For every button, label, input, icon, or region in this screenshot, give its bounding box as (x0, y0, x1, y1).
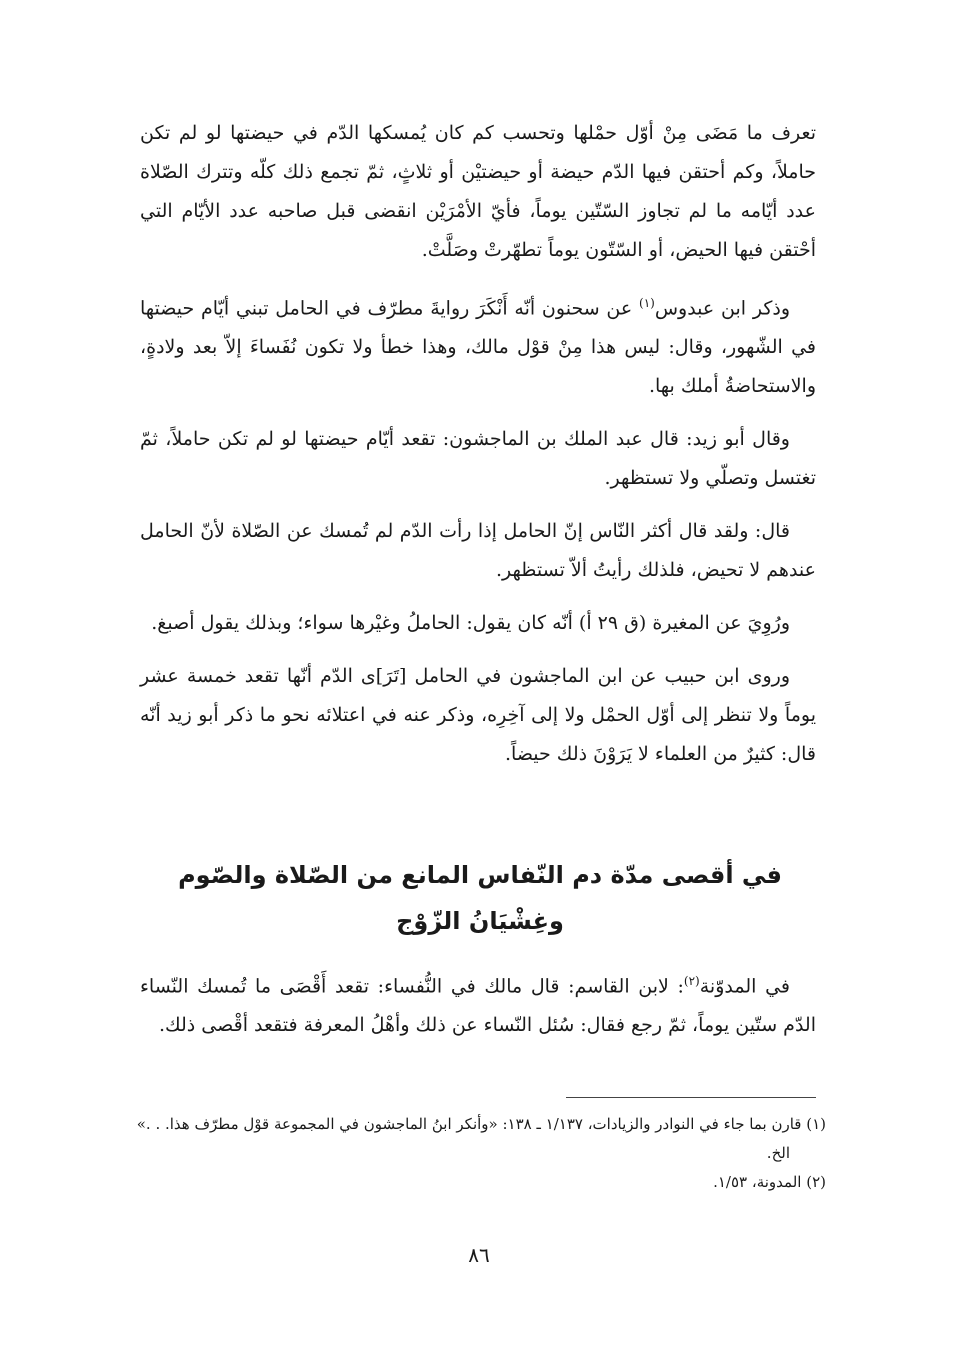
paragraph-1: تعرف ما مَضَى مِنْ أوّل حمْلها وتحسب كم كان يُمسكها الدّم في حيضتها لو لم تكن حاملاً، وكم أحتقن فيها الدّم حيضة أو حيضتيْن أو ثلاثٍ، ثمّ تجمع ذلك كلّه وتترك الصّلاة عدد أيّامه ما لم تجاوز السّتّين يوماً، فأيّ الأمْرَيْن انقضى قبل صاحبه عدد الأيّام التي أحْتقن فيها الحيض، أو السّتّون يوماً تطهّرتْ وصَلَّتْ. (140, 122, 816, 261)
page-number: ٨٦ (468, 1243, 490, 1267)
footnote-marker-2: (٢) (683, 974, 700, 988)
paragraph-6: وروى ابن حبيب عن ابن الماجشون في الحامل [تَرَ]ى الدّم أنّها تقعد خمسة عشر يوماً ولا تنظر إلى أوّل الحمْل ولا إلى آخِرِه، وذكر عنه في اعتلائه نحو ما ذكر أبو زيد أنّه قال: كثيرٌ من العلماء لا يَرَوْنَ ذلك حيضاً. (140, 665, 816, 766)
section-heading-line-1: في أقصى مدّة دم النّفاس المانع من الصّلاة والصّوم (178, 861, 782, 889)
footnote-marker-1: (١) (639, 296, 655, 310)
main-text-upper (140, 114, 816, 788)
main-text-lower (140, 962, 816, 1059)
section-heading-line-2: وغِشْيَانُ الزّوْج (396, 907, 564, 935)
footnote-divider (566, 1097, 816, 1098)
footnote-1: (١) قارن بما جاء في النوادر والزيادات، ١/١٣٧ ـ ١٣٨: «وأنكر ابنُ الماجشون في المجموعة قوْل مطرّف هذا. . .» الخ. (136, 1115, 826, 1162)
paragraph-7-start: في المدوّنة (699, 975, 790, 998)
paragraph-7-rest: : لابن القاسم: قال مالك في النُّفساء: تقعد أَقْصَى ما تُمسك النّساء الدّم ستّين يوماً، ثمّ رجع فقال: سُئل النّساء عن ذلك وأهْلُ المعرفة فتقعد أقْصى ذلك. (140, 975, 816, 1037)
paragraph-2 (140, 284, 816, 406)
footnote-2: (٢) المدونة، ١/٥٣. (713, 1173, 826, 1191)
paragraph-7 (140, 962, 816, 1045)
paragraph-2-rest: عن سحنون أنّه أَنْكَرَ روايةَ مطرّف في الحامل تبني أيّام حيضتها في الشّهور، وقال: ليس هذا مِنْ قوْل مالك، وهذا خطأ ولا تكون نُفَساءَ إلاّ بعد ولادةٍ، والاستحاضةُ أملك بها. (140, 297, 816, 398)
paragraph-3: وقال أبو زيد: قال عبد الملك بن الماجشون: تقعد أيّام حيضتها لو لم تكن حاملاً، ثمّ تغتسل وتصلّي ولا تستظهر. (140, 428, 816, 490)
paragraph-4: قال: ولقد قال أكثر النّاس إنّ الحامل إذا رأت الدّم لم تُمسك عن الصّلاة لأنّ الحامل عندهم لا تحيض، فلذلك رأيتُ ألاّ تستظهر. (140, 520, 816, 582)
paragraph-5: ورُوِيَ عن المغيرة (ق ٢٩ أ) أنّه كان يقول: الحاملُ وغيْرها سواء؛ وبذلك يقول أصبغ. (151, 612, 790, 635)
paragraph-2-start: وذكر ابن عبدوس (654, 297, 791, 320)
section-heading (142, 852, 818, 944)
footnotes (136, 1110, 826, 1197)
